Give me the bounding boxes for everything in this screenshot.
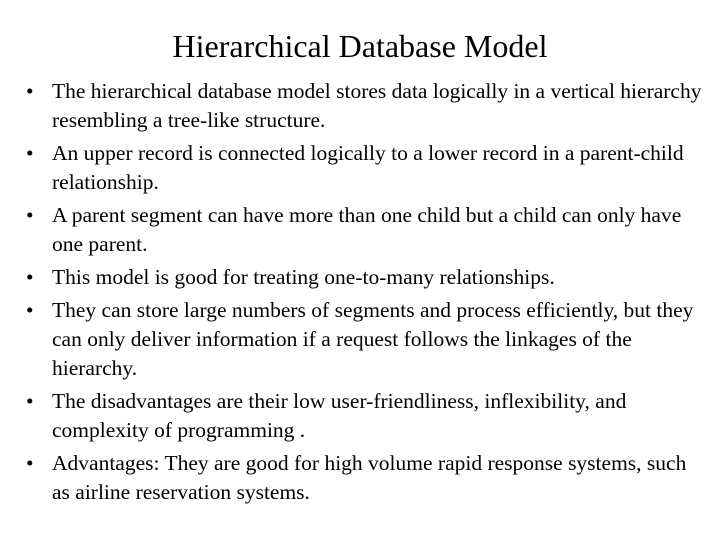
bullet-text: The hierarchical database model stores data logically in a vertical hierarchy resembling a tree-like structure. xyxy=(52,79,702,132)
bullet-item xyxy=(26,296,706,383)
bullet-dot-icon: • xyxy=(26,203,34,227)
bullet-text: An upper record is connected logically to a lower record in a parent-child relationship. xyxy=(52,141,684,194)
bullet-dot-icon: • xyxy=(26,79,34,103)
bullet-text: A parent segment can have more than one child but a child can only have one parent. xyxy=(52,203,682,256)
bullet-item xyxy=(26,201,706,259)
slide-title: Hierarchical Database Model xyxy=(172,28,548,64)
bullet-item xyxy=(26,77,706,135)
bullet-dot-icon: • xyxy=(26,265,34,289)
bullet-list xyxy=(26,77,706,511)
bullet-item xyxy=(26,387,706,445)
bullet-dot-icon: • xyxy=(26,389,34,413)
bullet-dot-icon: • xyxy=(26,451,34,475)
bullet-item xyxy=(26,263,706,292)
bullet-text: The disadvantages are their low user-friendliness, inflexibility, and complexity of programming . xyxy=(52,389,627,442)
bullet-text: Advantages: They are good for high volume rapid response systems, such as airline reservation systems. xyxy=(52,451,687,504)
bullet-text: They can store large numbers of segments and process efficiently, but they can only deliver information if a request follows the linkages of the hierarchy. xyxy=(52,298,694,380)
bullet-dot-icon: • xyxy=(26,141,34,165)
bullet-text: This model is good for treating one-to-many relationships. xyxy=(52,265,555,289)
bullet-item xyxy=(26,449,706,507)
bullet-dot-icon: • xyxy=(26,298,34,322)
bullet-item xyxy=(26,139,706,197)
